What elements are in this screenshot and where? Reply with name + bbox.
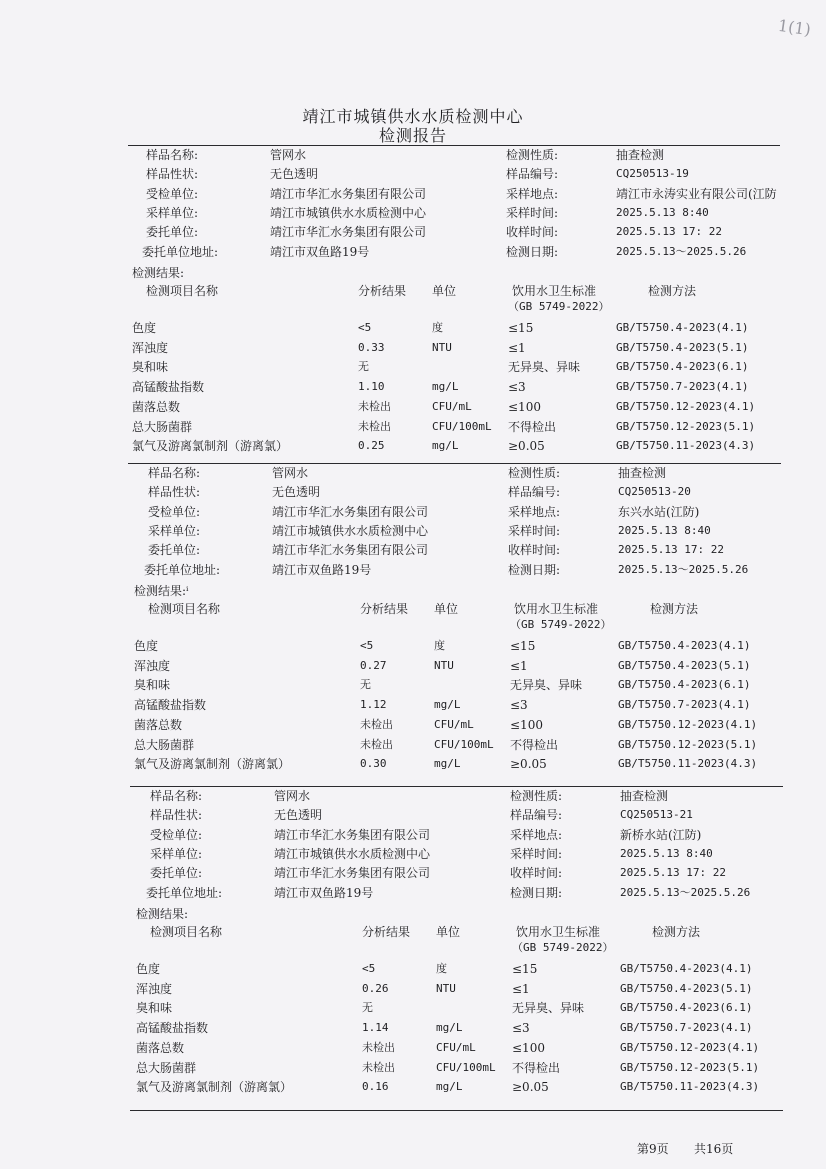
row-unit: NTU <box>432 340 452 354</box>
row-result: 0.30 <box>360 757 387 771</box>
field-label-test-nature: 检测性质: <box>510 789 563 803</box>
row-item-name: 臭和味 <box>134 678 171 693</box>
row-unit: NTU <box>436 981 456 995</box>
page-number: 第9页 <box>637 1142 669 1156</box>
row-result: 0.25 <box>358 439 385 453</box>
column-header-unit: 单位 <box>436 925 461 939</box>
row-result: <5 <box>362 962 376 975</box>
field-label-test-nature: 检测性质: <box>506 148 559 162</box>
field-label-inspected-unit: 受检单位: <box>150 827 203 842</box>
field-value-sample-name: 管网水 <box>274 789 311 803</box>
row-item-name: 菌落总数 <box>134 717 183 732</box>
field-label-sampling-site: 采样地点: <box>510 827 563 842</box>
row-result: 0.16 <box>362 1080 389 1094</box>
row-unit: CFU/mL <box>432 399 472 413</box>
row-method: GB/T5750.11-2023(4.3) <box>618 757 758 771</box>
field-value-sample-state: 无色透明 <box>270 167 319 182</box>
row-item-name: 浑浊度 <box>134 658 171 673</box>
field-label-sampling-time: 采样时间: <box>510 846 563 861</box>
field-label-sampling-unit: 采样单位: <box>146 205 199 220</box>
field-value-sample-no: CQ250513-20 <box>618 485 691 499</box>
field-value-sample-state: 无色透明 <box>272 485 321 500</box>
field-value-inspected-unit: 靖江市华汇水务集团有限公司 <box>272 504 429 519</box>
row-result: <5 <box>358 321 372 334</box>
row-standard: 不得检出 <box>510 737 559 752</box>
field-value-test-date: 2025.5.13～2025.5.26 <box>620 885 751 899</box>
column-header-standard-sub: （GB 5749-2022） <box>512 941 614 954</box>
row-standard: ≤15 <box>512 962 538 976</box>
field-value-client-address: 靖江市双鱼路19号 <box>274 885 374 900</box>
row-standard: ≤100 <box>508 399 541 414</box>
field-value-test-nature: 抽查检测 <box>616 148 665 162</box>
row-item-name: 臭和味 <box>132 360 169 375</box>
row-method: GB/T5750.12-2023(5.1) <box>620 1060 760 1074</box>
row-method: GB/T5750.4-2023(4.1) <box>620 962 753 975</box>
field-label-receive-time: 收样时间: <box>508 543 561 558</box>
report-subtitle: 检测报告 <box>378 126 447 145</box>
field-value-receive-time: 2025.5.13 17: 22 <box>616 225 722 239</box>
row-item-name: 菌落总数 <box>132 399 181 414</box>
row-method: GB/T5750.12-2023(4.1) <box>618 717 758 731</box>
field-label-sample-name: 样品名称: <box>148 466 201 480</box>
field-label-sample-name: 样品名称: <box>150 789 203 803</box>
field-value-sample-name: 管网水 <box>270 148 307 162</box>
row-result: <5 <box>360 639 374 652</box>
row-standard: ≤100 <box>510 717 543 732</box>
row-method: GB/T5750.12-2023(5.1) <box>618 737 758 751</box>
row-item-name: 色度 <box>134 639 159 653</box>
row-standard: 无异臭、异味 <box>508 360 581 375</box>
row-item-name: 总大肠菌群 <box>136 1060 197 1075</box>
row-standard: 不得检出 <box>508 419 557 434</box>
row-standard: ≤3 <box>508 380 526 395</box>
row-result: 0.27 <box>360 658 387 672</box>
row-standard: ≤3 <box>512 1021 530 1036</box>
row-item-name: 总大肠菌群 <box>132 419 193 434</box>
row-unit: 度 <box>432 321 443 334</box>
column-header-item: 检测项目名称 <box>150 925 223 939</box>
row-result: 0.33 <box>358 340 385 354</box>
results-label: 检测结果: <box>136 907 189 921</box>
row-result: 未检出 <box>362 1060 395 1074</box>
field-label-test-date: 检测日期: <box>508 562 561 577</box>
row-standard: ≤100 <box>512 1040 545 1055</box>
row-item-name: 色度 <box>136 962 161 976</box>
row-method: GB/T5750.4-2023(5.1) <box>618 658 751 672</box>
block-rule <box>128 463 781 464</box>
row-standard: ≥0.05 <box>510 757 547 772</box>
field-value-sampling-unit: 靖江市城镇供水水质检测中心 <box>274 846 431 861</box>
row-unit: CFU/100mL <box>436 1060 496 1074</box>
row-method: GB/T5750.7-2023(4.1) <box>616 380 749 394</box>
field-value-sampling-time: 2025.5.13 8:40 <box>616 205 709 219</box>
row-result: 0.26 <box>362 981 389 995</box>
field-label-sample-state: 样品性状: <box>146 167 199 182</box>
column-header-item: 检测项目名称 <box>146 284 219 298</box>
row-unit: mg/L <box>432 380 459 394</box>
row-standard: ≥0.05 <box>508 439 545 454</box>
field-label-sampling-time: 采样时间: <box>506 205 559 220</box>
row-unit: CFU/mL <box>436 1040 476 1054</box>
row-method: GB/T5750.4-2023(5.1) <box>616 340 749 354</box>
row-standard: ≤3 <box>510 698 528 713</box>
field-label-receive-time: 收样时间: <box>506 225 559 240</box>
field-value-client-unit: 靖江市华汇水务集团有限公司 <box>274 866 431 881</box>
row-result: 1.14 <box>362 1021 389 1035</box>
results-label: 检测结果: <box>132 266 185 280</box>
row-standard: ≥0.05 <box>512 1080 549 1095</box>
row-item-name: 色度 <box>132 321 157 335</box>
field-value-sampling-site: 新桥水站(江防) <box>620 827 702 842</box>
report-title: 靖江市城镇供水水质检测中心 <box>302 107 524 126</box>
field-value-inspected-unit: 靖江市华汇水务集团有限公司 <box>270 186 427 201</box>
row-method: GB/T5750.4-2023(6.1) <box>618 678 751 692</box>
row-result: 无 <box>358 360 369 374</box>
field-value-test-nature: 抽查检测 <box>618 466 667 480</box>
column-header-result: 分析结果 <box>358 284 407 298</box>
row-standard: ≤1 <box>510 658 528 673</box>
field-value-client-unit: 靖江市华汇水务集团有限公司 <box>270 225 427 240</box>
field-value-sample-state: 无色透明 <box>274 808 323 823</box>
field-label-client-unit: 委托单位: <box>148 543 201 558</box>
field-value-test-nature: 抽查检测 <box>620 789 669 803</box>
field-value-sampling-site: 东兴水站(江防) <box>618 504 700 519</box>
row-result: 未检出 <box>358 419 391 433</box>
column-header-item: 检测项目名称 <box>148 602 221 616</box>
row-standard: ≤1 <box>508 340 526 355</box>
row-unit: 度 <box>434 639 445 652</box>
row-standard: 无异臭、异味 <box>510 678 583 693</box>
field-label-test-date: 检测日期: <box>510 885 563 900</box>
field-value-sampling-unit: 靖江市城镇供水水质检测中心 <box>270 205 427 220</box>
row-method: GB/T5750.4-2023(6.1) <box>616 360 749 374</box>
column-header-method: 检测方法 <box>650 602 699 616</box>
row-item-name: 高锰酸盐指数 <box>136 1021 209 1036</box>
field-value-inspected-unit: 靖江市华汇水务集团有限公司 <box>274 827 431 842</box>
field-value-sampling-site: 靖江市永涛实业有限公司(江防 <box>616 186 777 201</box>
row-method: GB/T5750.7-2023(4.1) <box>618 698 751 712</box>
row-item-name: 氯气及游离氯制剂（游离氯） <box>136 1080 293 1095</box>
row-result: 1.10 <box>358 380 385 394</box>
row-result: 未检出 <box>360 737 393 751</box>
column-header-standard: 饮用水卫生标准 <box>514 602 599 616</box>
row-item-name: 浑浊度 <box>136 981 173 996</box>
field-label-sampling-site: 采样地点: <box>506 186 559 201</box>
field-value-test-date: 2025.5.13～2025.5.26 <box>616 244 747 258</box>
field-label-receive-time: 收样时间: <box>510 866 563 881</box>
field-label-sampling-time: 采样时间: <box>508 523 561 538</box>
row-result: 未检出 <box>360 717 393 731</box>
row-unit: CFU/mL <box>434 717 474 731</box>
row-standard: ≤15 <box>508 321 534 335</box>
field-label-inspected-unit: 受检单位: <box>146 186 199 201</box>
column-header-result: 分析结果 <box>362 925 411 939</box>
field-value-sampling-time: 2025.5.13 8:40 <box>620 846 713 860</box>
row-standard: ≤1 <box>512 981 530 996</box>
row-standard: 无异臭、异味 <box>512 1001 585 1016</box>
row-unit: 度 <box>436 962 447 975</box>
field-label-client-address: 委托单位地址: <box>142 244 219 259</box>
field-value-client-unit: 靖江市华汇水务集团有限公司 <box>272 543 429 558</box>
row-unit: mg/L <box>434 757 461 771</box>
row-unit: CFU/100mL <box>432 419 492 433</box>
row-method: GB/T5750.4-2023(4.1) <box>616 321 749 334</box>
field-label-sample-no: 样品编号: <box>510 808 563 823</box>
field-value-sample-no: CQ250513-19 <box>616 167 689 181</box>
row-result: 未检出 <box>362 1040 395 1054</box>
row-unit: mg/L <box>436 1080 463 1094</box>
row-method: GB/T5750.4-2023(5.1) <box>620 981 753 995</box>
field-label-sample-no: 样品编号: <box>506 167 559 182</box>
row-item-name: 高锰酸盐指数 <box>132 380 205 395</box>
row-method: GB/T5750.12-2023(5.1) <box>616 419 756 433</box>
field-label-test-nature: 检测性质: <box>508 466 561 480</box>
field-label-sample-state: 样品性状: <box>148 485 201 500</box>
row-result: 无 <box>362 1001 373 1015</box>
column-header-result: 分析结果 <box>360 602 409 616</box>
page-total: 共16页 <box>694 1142 734 1156</box>
field-value-receive-time: 2025.5.13 17: 22 <box>620 866 726 880</box>
row-unit: CFU/100mL <box>434 737 494 751</box>
column-header-unit: 单位 <box>432 284 457 298</box>
row-item-name: 氯气及游离氯制剂（游离氯） <box>132 439 289 454</box>
row-unit: mg/L <box>434 698 461 712</box>
field-label-sample-state: 样品性状: <box>150 808 203 823</box>
column-header-method: 检测方法 <box>648 284 697 298</box>
field-value-sampling-time: 2025.5.13 8:40 <box>618 523 711 537</box>
row-result: 无 <box>360 678 371 692</box>
row-unit: mg/L <box>432 439 459 453</box>
row-item-name: 浑浊度 <box>132 340 169 355</box>
field-label-sampling-site: 采样地点: <box>508 504 561 519</box>
column-header-unit: 单位 <box>434 602 459 616</box>
column-header-standard: 饮用水卫生标准 <box>512 284 597 298</box>
row-unit: NTU <box>434 658 454 672</box>
row-item-name: 高锰酸盐指数 <box>134 698 207 713</box>
field-label-client-address: 委托单位地址: <box>144 562 221 577</box>
row-method: GB/T5750.11-2023(4.3) <box>616 439 756 453</box>
field-value-sampling-unit: 靖江市城镇供水水质检测中心 <box>272 523 429 538</box>
row-unit: mg/L <box>436 1021 463 1035</box>
row-method: GB/T5750.12-2023(4.1) <box>616 399 756 413</box>
row-method: GB/T5750.4-2023(6.1) <box>620 1001 753 1015</box>
field-label-sampling-unit: 采样单位: <box>150 846 203 861</box>
column-header-standard: 饮用水卫生标准 <box>516 925 601 939</box>
field-label-sample-no: 样品编号: <box>508 485 561 500</box>
row-result: 1.12 <box>360 698 387 712</box>
field-label-sampling-unit: 采样单位: <box>148 523 201 538</box>
row-item-name: 氯气及游离氯制剂（游离氯） <box>134 757 291 772</box>
field-value-sample-name: 管网水 <box>272 466 309 480</box>
field-label-test-date: 检测日期: <box>506 244 559 259</box>
column-header-standard-sub: （GB 5749-2022） <box>508 300 610 313</box>
field-value-test-date: 2025.5.13～2025.5.26 <box>618 562 749 576</box>
row-item-name: 菌落总数 <box>136 1040 185 1055</box>
handwritten-page-mark: 1(1) <box>776 15 813 40</box>
row-standard: ≤15 <box>510 639 536 653</box>
row-method: GB/T5750.7-2023(4.1) <box>620 1021 753 1035</box>
field-label-client-address: 委托单位地址: <box>146 885 223 900</box>
column-header-method: 检测方法 <box>652 925 701 939</box>
row-item-name: 总大肠菌群 <box>134 737 195 752</box>
results-label: 检测结果:ⁱ <box>134 584 189 598</box>
field-value-receive-time: 2025.5.13 17: 22 <box>618 543 724 557</box>
row-method: GB/T5750.11-2023(4.3) <box>620 1080 760 1094</box>
block-rule <box>128 145 780 146</box>
row-standard: 不得检出 <box>512 1060 561 1075</box>
column-header-standard-sub: （GB 5749-2022） <box>510 618 612 631</box>
row-method: GB/T5750.4-2023(4.1) <box>618 639 751 652</box>
field-label-client-unit: 委托单位: <box>150 866 203 881</box>
field-label-inspected-unit: 受检单位: <box>148 504 201 519</box>
row-result: 未检出 <box>358 399 391 413</box>
field-label-client-unit: 委托单位: <box>146 225 199 240</box>
row-method: GB/T5750.12-2023(4.1) <box>620 1040 760 1054</box>
field-value-client-address: 靖江市双鱼路19号 <box>270 244 370 259</box>
field-value-client-address: 靖江市双鱼路19号 <box>272 562 372 577</box>
block-rule <box>130 786 783 787</box>
row-item-name: 臭和味 <box>136 1001 173 1016</box>
field-value-sample-no: CQ250513-21 <box>620 808 693 822</box>
bottom-rule <box>130 1110 783 1111</box>
field-label-sample-name: 样品名称: <box>146 148 199 162</box>
